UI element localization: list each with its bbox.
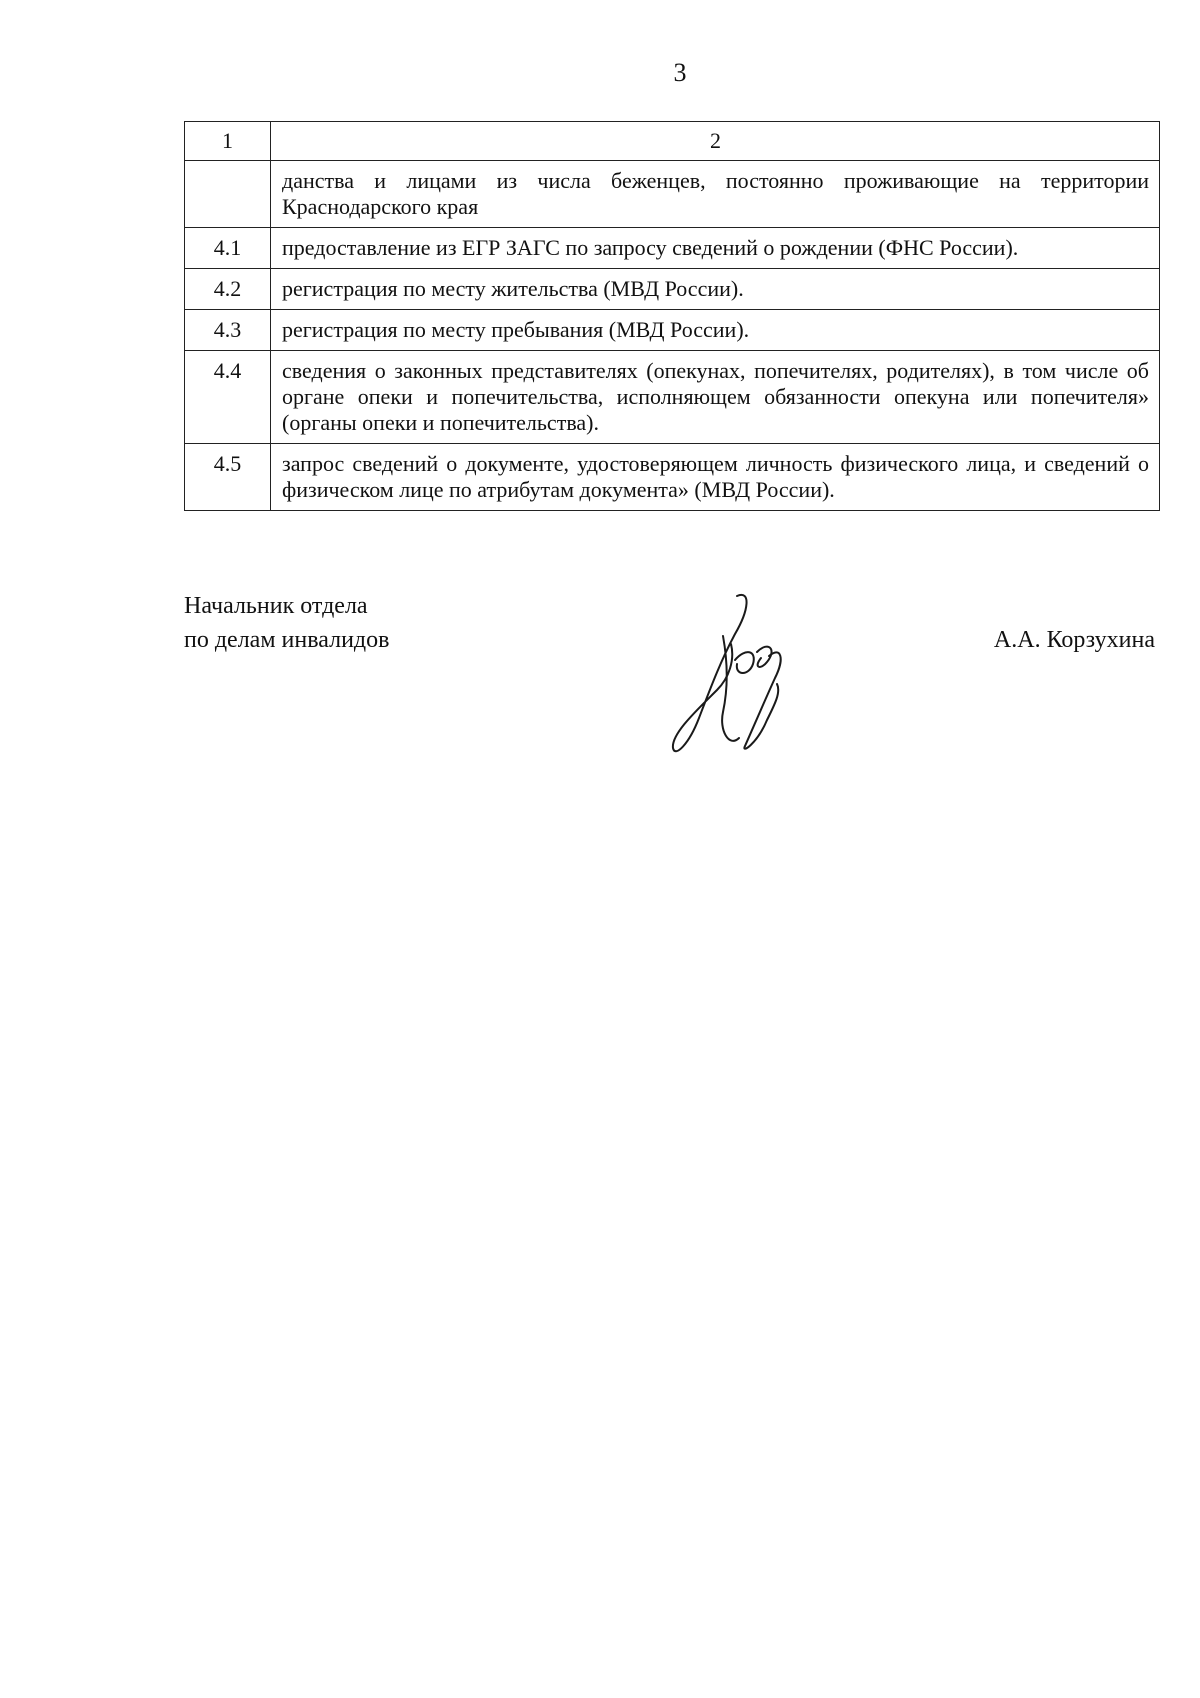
table-row (185, 351, 1160, 444)
row-text: сведения о законных представителях (опекунах, попечителях, родителях), в том числе об органе опеки и попечительства, исполняющем обязанности опекуна или попечителя» (органы опеки и попечительства). (271, 351, 1160, 444)
table-row (185, 161, 1160, 228)
table-header-row (185, 122, 1160, 161)
row-number (185, 161, 271, 228)
row-text: регистрация по месту жительства (МВД России). (271, 269, 1160, 310)
table-header-cell-1: 1 (185, 122, 271, 161)
table-row (185, 310, 1160, 351)
table-row (185, 444, 1160, 511)
handwritten-signature (665, 588, 805, 768)
row-text: запрос сведений о документе, удостоверяющем личность физического лица, и сведений о физическом лице по атрибутам документа» (МВД России). (271, 444, 1160, 511)
position-line-2: по делам инвалидов (184, 627, 390, 653)
services-table (184, 121, 1160, 511)
row-text: предоставление из ЕГР ЗАГС по запросу сведений о рождении (ФНС России). (271, 228, 1160, 269)
row-text: регистрация по месту пребывания (МВД России). (271, 310, 1160, 351)
table-header-cell-2: 2 (271, 122, 1160, 161)
row-number: 4.1 (185, 228, 271, 269)
page-number: 3 (673, 58, 687, 87)
row-number: 4.5 (185, 444, 271, 511)
position-line-1: Начальник отдела (184, 593, 368, 619)
row-text: данства и лицами из числа беженцев, постоянно проживающие на территории Краснодарского края (271, 161, 1160, 228)
row-number: 4.4 (185, 351, 271, 444)
row-number: 4.3 (185, 310, 271, 351)
row-number: 4.2 (185, 269, 271, 310)
signatory-name: А.А. Корзухина (993, 627, 1155, 653)
table-row (185, 228, 1160, 269)
table-row (185, 269, 1160, 310)
signatory-position (184, 589, 389, 657)
